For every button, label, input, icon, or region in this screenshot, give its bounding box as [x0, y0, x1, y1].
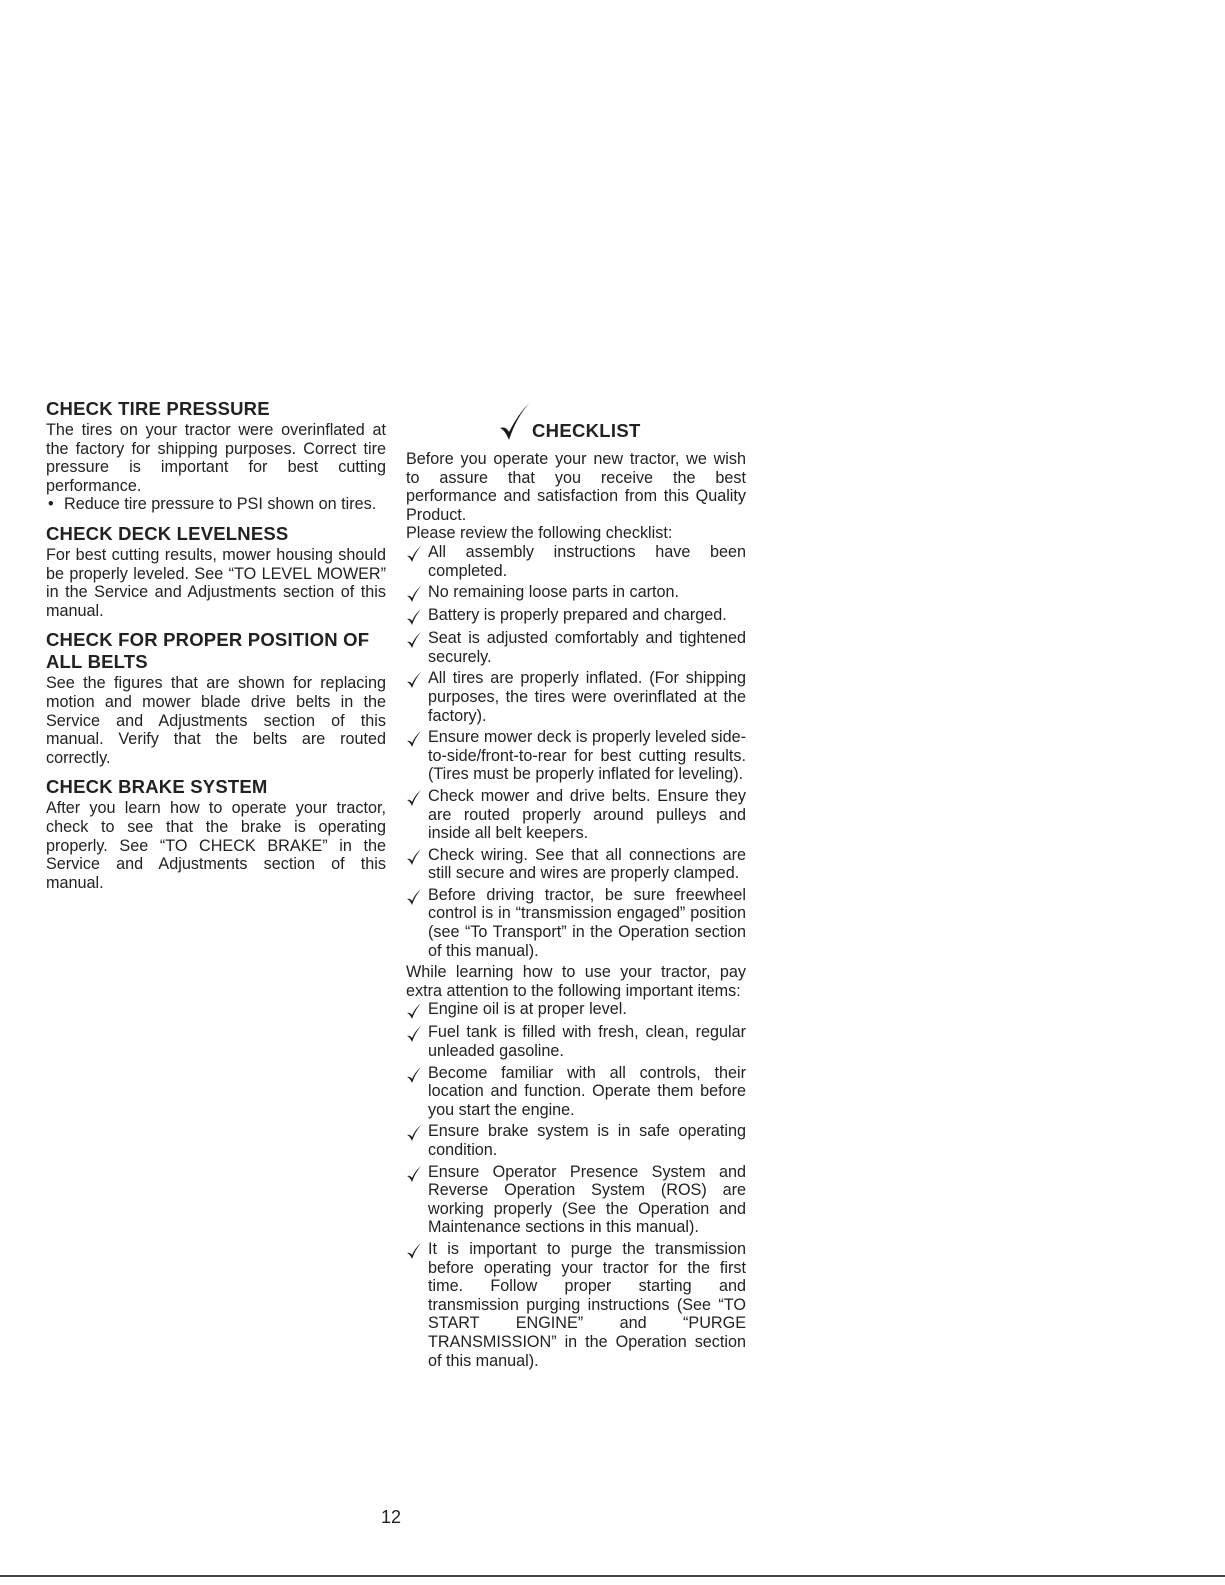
checklist-header — [406, 410, 746, 450]
checkmark-icon — [406, 1240, 428, 1370]
checkmark-icon — [406, 1163, 428, 1237]
checklist-item-text: No remaining loose parts in carton. — [428, 583, 680, 602]
learning-items — [406, 1000, 746, 1370]
checkmark-icon — [406, 846, 428, 883]
checklist-item — [406, 1240, 746, 1370]
checkmark-icon — [406, 583, 428, 603]
checkmark-icon — [406, 1000, 428, 1020]
checklist-item — [406, 669, 746, 725]
checklist-item — [406, 787, 746, 843]
checkmark-icon — [406, 669, 428, 725]
checkmark-icon — [406, 1122, 428, 1159]
checkmark-icon — [406, 1023, 428, 1060]
learning-item-text: It is important to purge the transmission before operating your tractor for the first time. Follow proper starting and transmission purging instructions (See “TO START ENGINE” and “PURGE TRANSMISSION” in the Operation section of this manual). — [428, 1239, 746, 1370]
checkmark-icon — [406, 728, 428, 784]
checklist-item — [406, 1064, 746, 1120]
checklist-item — [406, 1122, 746, 1159]
checklist-item — [406, 543, 746, 580]
checklist-item — [406, 846, 746, 883]
checklist-title: CHECKLIST — [532, 420, 641, 441]
checklist-item-text: Ensure mower deck is properly leveled side-to-side/front-to-rear for best cutting results. (Tires must be properly inflated for leveling). — [428, 728, 746, 784]
checkmark-icon — [406, 787, 428, 843]
checklist-intro: Before you operate your new tractor, we wish to assure that you receive the best performance and satisfaction from this Quality Product. — [406, 450, 746, 524]
learning-intro: While learning how to use your tractor, pay extra attention to the following important items: — [406, 963, 746, 1000]
checklist-item-text: Seat is adjusted comfortably and tightened securely. — [428, 629, 746, 666]
checklist-item-text: Before driving tractor, be sure freewheel control is in “transmission engaged” position (see “To Transport” in the Operation section of this manual). — [428, 885, 746, 960]
tire-pressure-bullet-text: Reduce tire pressure to PSI shown on tires. — [64, 495, 377, 514]
tire-pressure-heading: CHECK TIRE PRESSURE — [46, 398, 270, 419]
checklist-item-text: Check wiring. See that all connections are still secure and wires are properly clamped. — [428, 845, 746, 883]
checklist-item — [406, 583, 746, 603]
checkmark-icon — [496, 400, 532, 444]
checklist-item-text: Check mower and drive belts. Ensure they are routed properly around pulleys and inside all belt keepers. — [428, 786, 746, 843]
checklist-prompt: Please review the following checklist: — [406, 524, 673, 543]
bottom-rule — [0, 1575, 1225, 1577]
brake-body: After you learn how to operate your tractor, check to see that the brake is operating properly. See “TO CHECK BRAKE” in the Service and Adjustments section of this manual. — [46, 799, 386, 892]
bullet-dot-icon: • — [48, 495, 54, 514]
checkmark-icon — [406, 629, 428, 666]
checklist-item — [406, 1023, 746, 1060]
learning-item-text: Engine oil is at proper level. — [428, 1000, 627, 1019]
checklist-item-text: All assembly instructions have been completed. — [428, 542, 746, 580]
deck-levelness-body: For best cutting results, mower housing should be properly leveled. See “TO LEVEL MOWER” in the Service and Adjustments section of this manual. — [46, 545, 386, 620]
learning-item-text: Fuel tank is filled with fresh, clean, regular unleaded gasoline. — [428, 1023, 746, 1061]
checkmark-icon — [406, 886, 428, 960]
checklist-item — [406, 1000, 746, 1020]
checklist-item — [406, 886, 746, 960]
checklist-item-text: All tires are properly inflated. (For shipping purposes, the tires were overinflated at the factory). — [428, 669, 746, 725]
deck-levelness-heading: CHECK DECK LEVELNESS — [46, 522, 289, 544]
learning-item-text: Ensure Operator Presence System and Reverse Operation System (ROS) are working properly (See the Operation and Maintenance sections in this manual). — [428, 1162, 746, 1237]
learning-item-text: Become familiar with all controls, their location and function. Operate them before you start the engine. — [428, 1063, 746, 1119]
tire-pressure-bullet — [46, 495, 386, 514]
right-column — [406, 410, 746, 1373]
page-number: 12 — [381, 1507, 402, 1527]
checklist-item-text: Battery is properly prepared and charged. — [428, 606, 727, 625]
brake-heading: CHECK BRAKE SYSTEM — [46, 776, 268, 798]
checkmark-icon — [406, 543, 428, 580]
checklist-item — [406, 629, 746, 666]
checklist-item — [406, 606, 746, 626]
belts-body: See the figures that are shown for replacing motion and mower blade drive belts in the Service and Adjustments section of this manual. Verify that the belts are routed correctly. — [46, 674, 386, 767]
checklist-item — [406, 728, 746, 784]
left-column — [46, 398, 386, 892]
checklist-items — [406, 543, 746, 960]
belts-heading: CHECK FOR PROPER POSITION OF ALL BELTS — [46, 629, 370, 673]
checkmark-icon — [406, 1064, 428, 1120]
checklist-item — [406, 1163, 746, 1237]
learning-item-text: Ensure brake system is in safe operating condition. — [428, 1122, 746, 1159]
checkmark-icon — [406, 606, 428, 626]
tire-pressure-body: The tires on your tractor were overinflated at the factory for shipping purposes. Correct tire pressure is important for best cutting performance. — [46, 421, 386, 495]
